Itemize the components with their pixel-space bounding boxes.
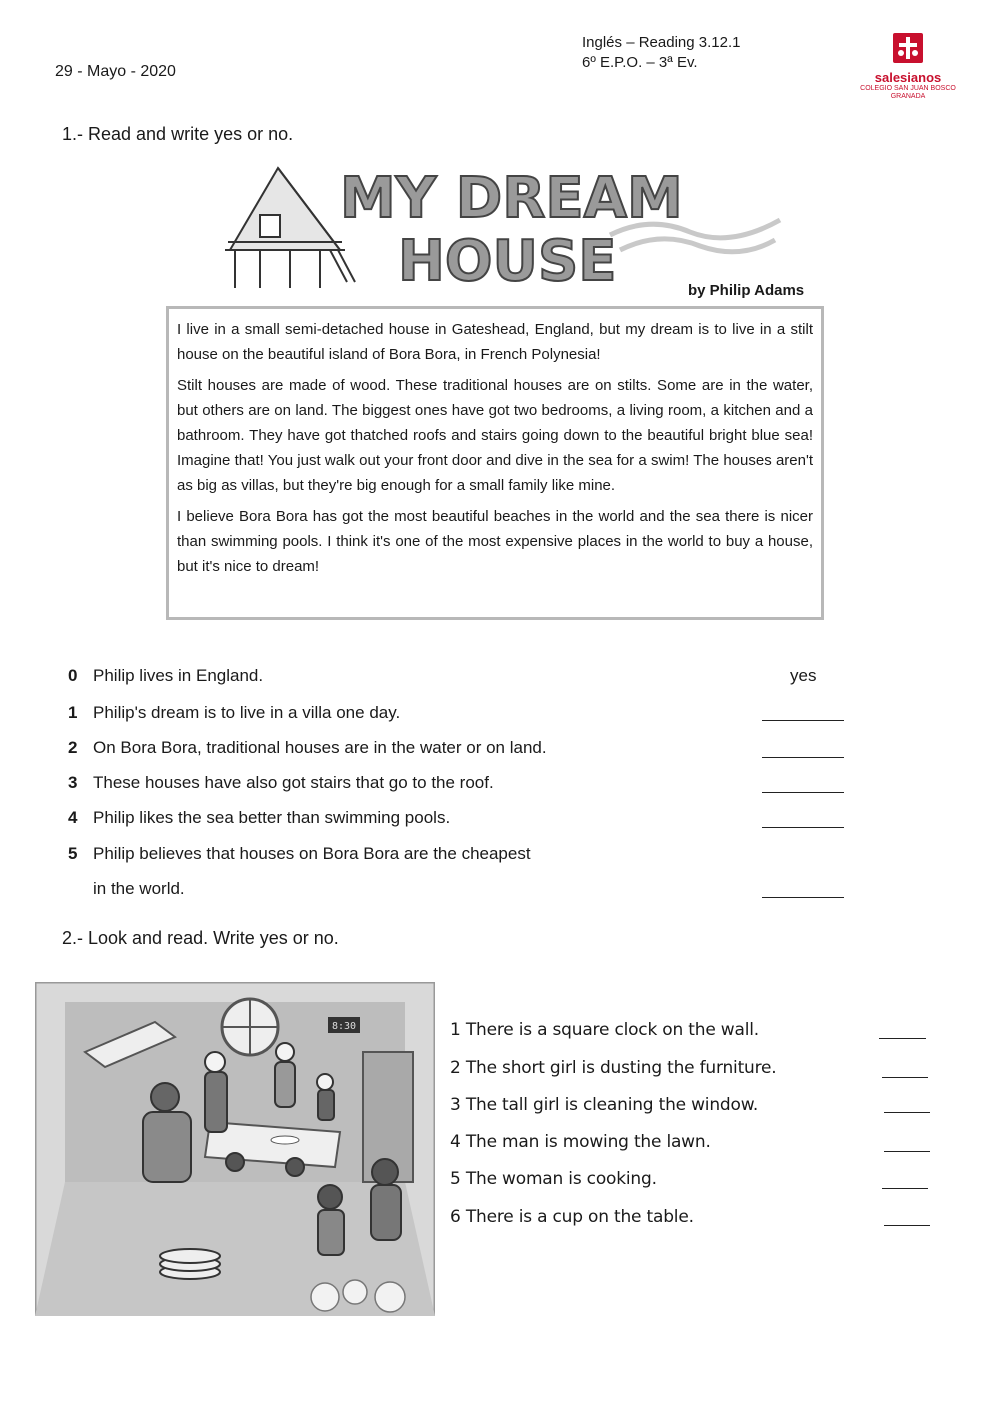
logo-name: salesianos: [874, 70, 942, 85]
answer-line-5[interactable]: [762, 897, 844, 898]
stilt-house-icon: [225, 168, 355, 288]
section-2-heading: 2.- Look and read. Write yes or no.: [62, 928, 339, 948]
picture-question-5: 5 The woman is cooking.: [450, 1169, 657, 1189]
answer-line-3[interactable]: [762, 792, 844, 793]
picture-answer-line-6[interactable]: [884, 1225, 930, 1226]
picture-answer-line-5[interactable]: [882, 1188, 928, 1189]
picture-answer-line-4[interactable]: [884, 1151, 930, 1152]
course-info: [582, 33, 740, 73]
question-5: 5 Philip believes that houses on Bora Bora are the cheapest: [68, 844, 531, 863]
logo-subtitle-2: GRANADA: [890, 93, 926, 100]
picture-question-1: 1 There is a square clock on the wall.: [450, 1020, 759, 1040]
picture-question-2: 2 The short girl is dusting the furniture.: [450, 1058, 777, 1078]
question-3: 3 These houses have also got stairs that go to the roof.: [68, 773, 494, 792]
answer-line-2[interactable]: [762, 757, 844, 758]
kitchen-scene-picture: [35, 982, 435, 1316]
question-2: 2 On Bora Bora, traditional houses are in the water or on land.: [68, 738, 547, 757]
picture-question-4: 4 The man is mowing the lawn.: [450, 1132, 711, 1152]
author: by Philip Adams: [688, 282, 805, 299]
date: 29 - Mayo - 2020: [55, 63, 176, 80]
reading-text-box: [166, 306, 824, 620]
paragraph-3: I believe Bora Bora has got the most beautiful beaches in the world and the sea there is nicer than swimming pools. I think it's one of the most expensive places in the world to buy a house, but it's nice to dream!: [177, 508, 813, 575]
answer-0: yes: [790, 666, 817, 685]
course-line-2: 6º E.P.O. – 3ª Ev.: [582, 54, 698, 71]
salesianos-emblem-icon: [893, 33, 923, 63]
question-1: 1 Philip's dream is to live in a villa one day.: [68, 703, 401, 722]
picture-answer-line-1[interactable]: [879, 1038, 926, 1039]
clock-time: 8:30: [331, 1021, 357, 1032]
section-1-heading: 1.- Read and write yes or no.: [62, 124, 294, 144]
picture-answer-line-3[interactable]: [884, 1112, 930, 1113]
title-line-1: MY DREAM: [340, 166, 683, 231]
question-4: 4 Philip likes the sea better than swimming pools.: [68, 808, 451, 827]
question-5-continued: in the world.: [93, 879, 185, 898]
answer-line-4[interactable]: [762, 827, 844, 828]
school-logo: [858, 33, 958, 101]
wave-decoration-icon: [610, 220, 780, 252]
picture-question-3: 3 The tall girl is cleaning the window.: [450, 1095, 759, 1115]
paragraph-2: Stilt houses are made of wood. These traditional houses are on stilts. Some are in the water, but others are on land. The biggest ones have got two bedrooms, a living room, a kitchen and a bathroom. They have got thatched roofs and stairs going down to the beautiful bright blue sea! Imagine that! You just walk out your front door and dive in the sea for a swim! The houses aren't as big as villas, but they're big enough for a small family like mine.: [177, 377, 813, 494]
picture-answer-line-2[interactable]: [882, 1077, 928, 1078]
picture-question-6: 6 There is a cup on the table.: [450, 1207, 694, 1227]
paragraph-1: I live in a small semi-detached house in Gateshead, England, but my dream is to live in a stilt house on the beautiful island of Bora Bora, in French Polynesia!: [177, 321, 813, 363]
answer-line-1[interactable]: [762, 720, 844, 721]
my-dream-house-title-art: [220, 160, 790, 290]
question-0: 0 Philip lives in England.: [68, 666, 264, 685]
course-line-1: Inglés – Reading 3.12.1: [582, 34, 741, 51]
logo-subtitle-1: COLEGIO SAN JUAN BOSCO: [860, 85, 956, 92]
title-line-2: HOUSE: [398, 229, 617, 290]
